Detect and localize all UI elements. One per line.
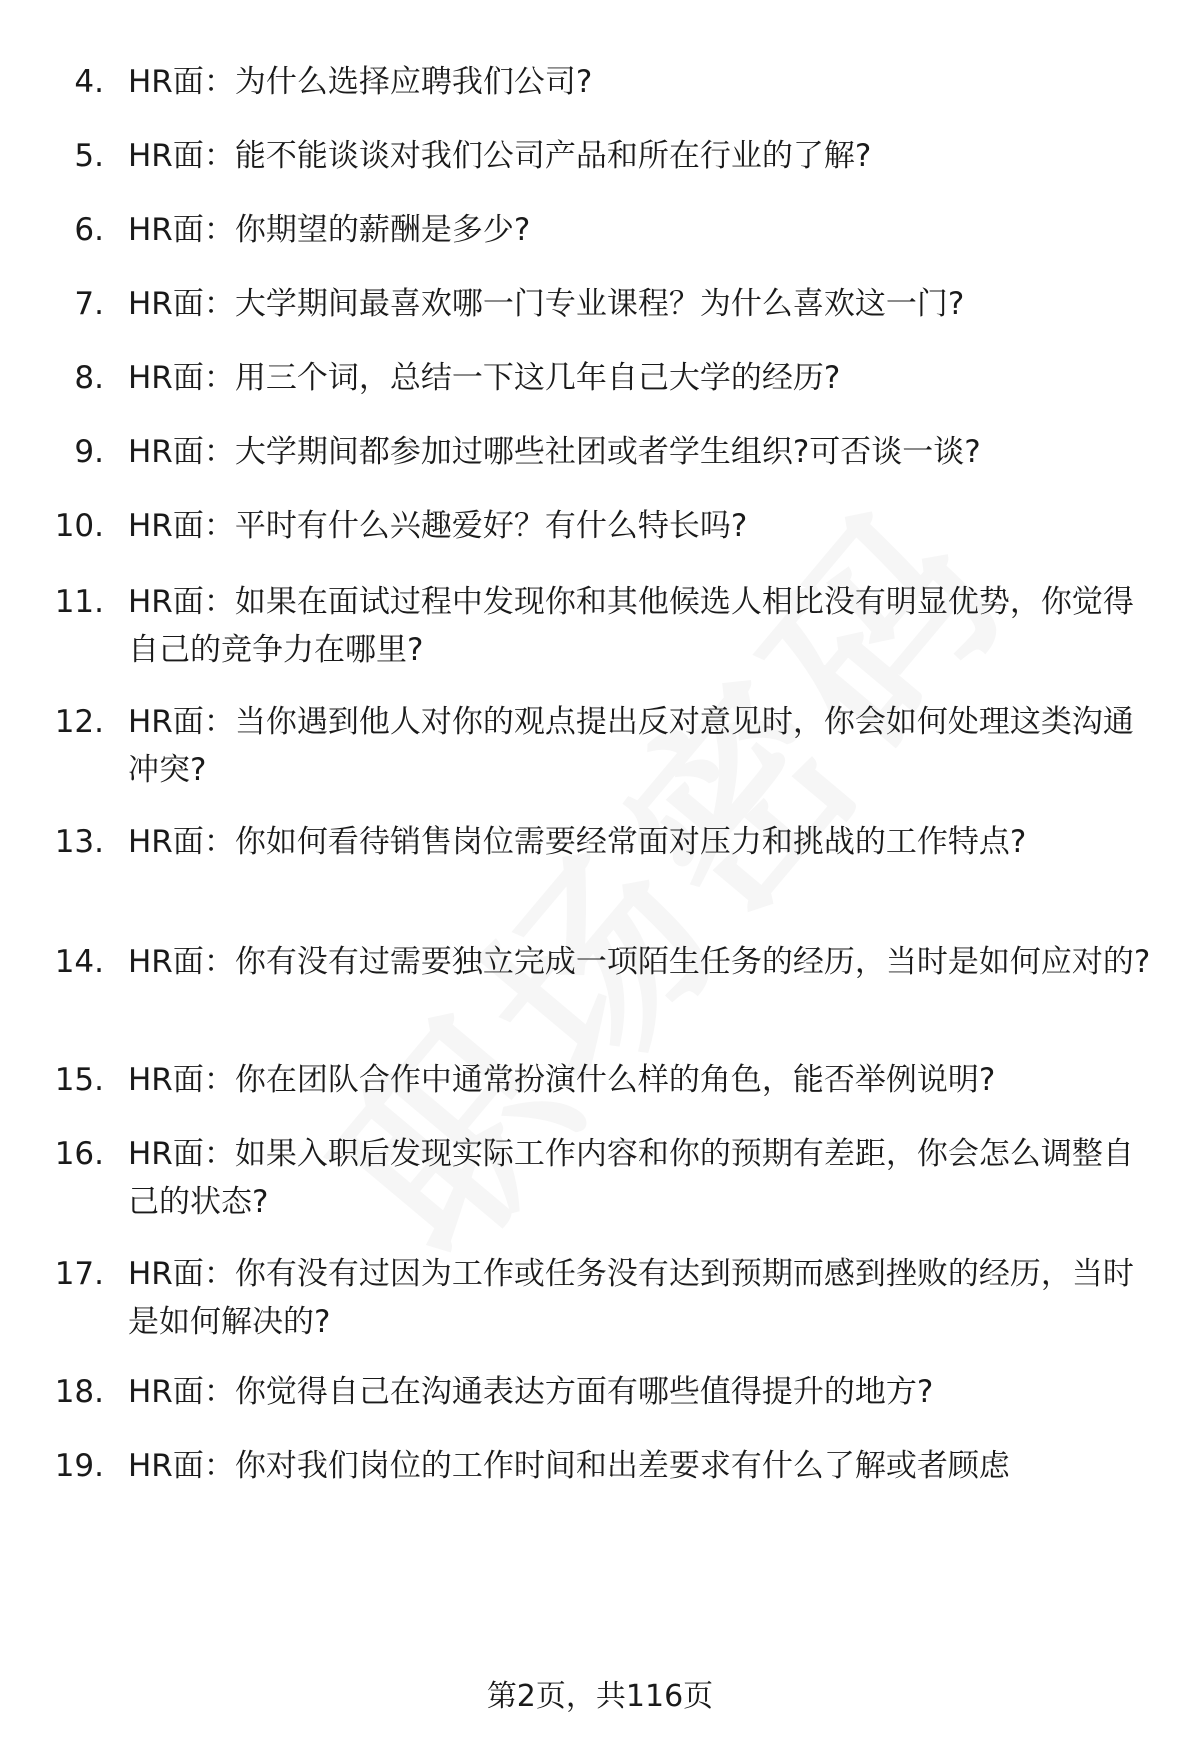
question-number: 9. (74, 434, 104, 470)
question-number: 14. (54, 944, 104, 980)
question-number: 5. (74, 138, 104, 174)
question-text: HR面：如果入职后发现实际工作内容和你的预期有差距，你会怎么调整自己的状态? (128, 1136, 1134, 1220)
question-text: HR面：你如何看待销售岗位需要经常面对压力和挑战的工作特点? (128, 824, 1027, 860)
page-footer: 第2页，共116页 (486, 1679, 714, 1714)
question-number: 16. (54, 1136, 104, 1172)
question-number: 10. (54, 508, 104, 544)
question-number: 17. (54, 1256, 104, 1292)
question-number: 6. (74, 212, 104, 248)
question-text: HR面：大学期间都参加过哪些社团或者学生组织?可否谈一谈? (128, 434, 981, 470)
question-number: 13. (54, 824, 104, 860)
question-text: HR面：你觉得自己在沟通表达方面有哪些值得提升的地方? (128, 1374, 934, 1410)
question-number: 19. (54, 1448, 104, 1484)
question-number: 11. (54, 584, 104, 620)
question-text: HR面：大学期间最喜欢哪一门专业课程？为什么喜欢这一门? (128, 286, 965, 322)
question-number: 4. (74, 64, 104, 100)
question-text: HR面：你有没有过因为工作或任务没有达到预期而感到挫败的经历，当时是如何解决的? (128, 1256, 1134, 1340)
question-text: HR面：当你遇到他人对你的观点提出反对意见时，你会如何处理这类沟通冲突? (128, 704, 1134, 788)
question-text: HR面：平时有什么兴趣爱好？有什么特长吗? (128, 508, 748, 544)
question-number: 15. (54, 1062, 104, 1098)
question-text: HR面：你期望的薪酬是多少? (128, 212, 531, 248)
question-text: HR面：用三个词，总结一下这几年自己大学的经历? (128, 360, 841, 396)
question-number: 7. (74, 286, 104, 322)
question-text: HR面：为什么选择应聘我们公司? (128, 64, 593, 100)
question-text: HR面：能不能谈谈对我们公司产品和所在行业的了解? (128, 138, 872, 174)
question-text: HR面：如果在面试过程中发现你和其他候选人相比没有明显优势，你觉得自己的竞争力在哪里? (128, 584, 1134, 668)
question-text: HR面：你对我们岗位的工作时间和出差要求有什么了解或者顾虑 (128, 1448, 1010, 1484)
question-number: 8. (74, 360, 104, 396)
question-number: 18. (54, 1374, 104, 1410)
question-text: HR面：你有没有过需要独立完成一项陌生任务的经历，当时是如何应对的? (128, 944, 1151, 980)
question-number: 12. (54, 704, 104, 740)
question-text: HR面：你在团队合作中通常扮演什么样的角色，能否举例说明? (128, 1062, 996, 1098)
